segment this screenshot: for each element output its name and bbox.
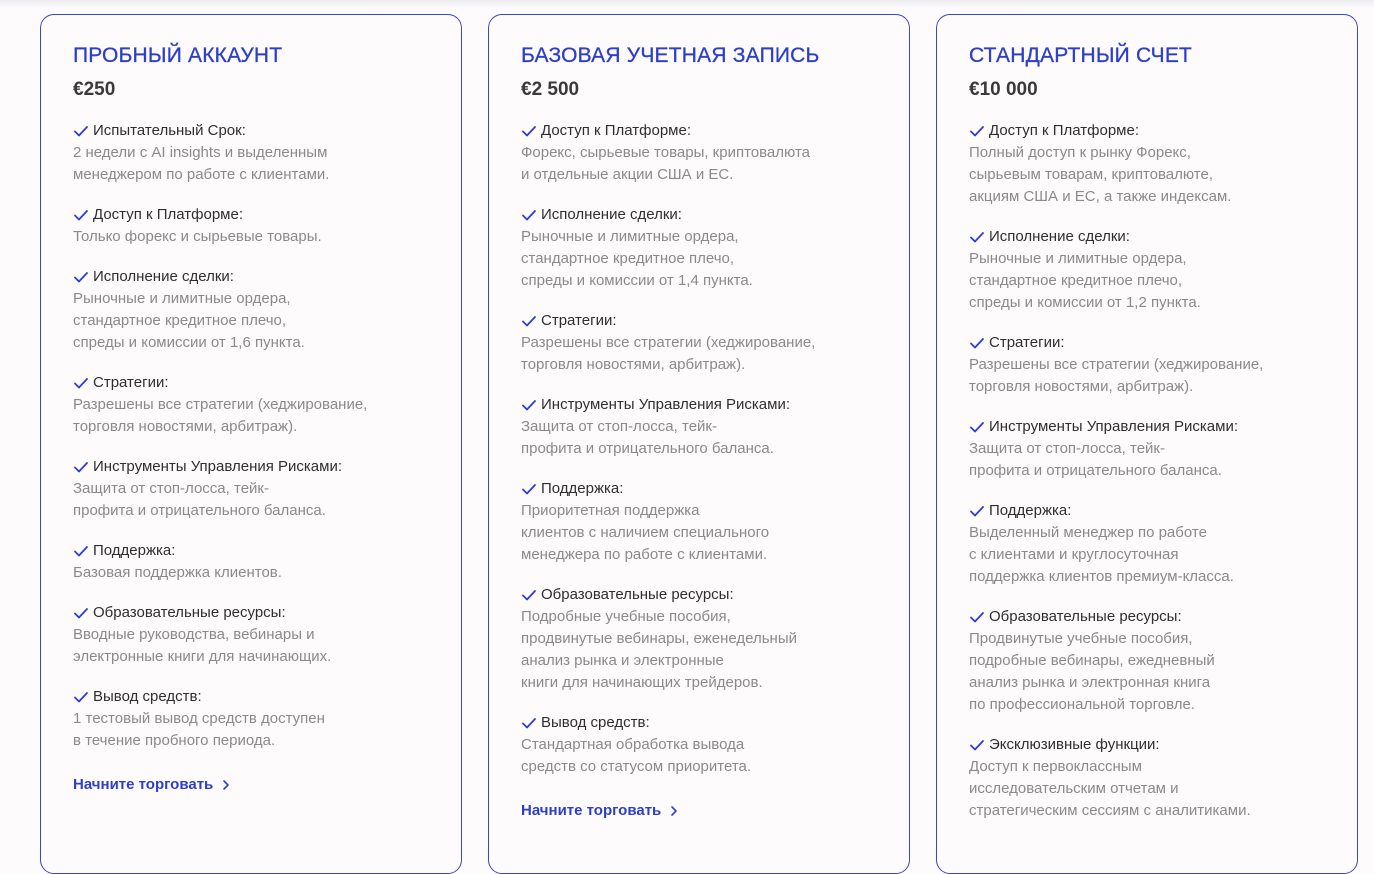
- check-icon: [73, 124, 89, 138]
- feature-heading: [969, 416, 1325, 438]
- check-icon: [521, 124, 537, 138]
- feature-item: [521, 712, 877, 778]
- feature-label: Исполнение сделки:: [541, 206, 682, 223]
- feature-description: 2 недели с AI insights и выделенным менеджером по работе с клиентами.: [73, 144, 330, 183]
- feature-label: Вывод средств:: [541, 714, 650, 731]
- feature-label: Инструменты Управления Рисками:: [989, 418, 1239, 435]
- feature-label: Вывод средств:: [93, 688, 202, 705]
- plan-title: ПРОБНЫЙ АККАУНТ: [73, 44, 283, 67]
- feature-label: Образовательные ресурсы:: [989, 608, 1182, 625]
- feature-description: Рыночные и лимитные ордера, стандартное кредитное плечо, спреды и комиссии от 1,4 пункта.: [521, 228, 753, 289]
- feature-description: Продвинутые учебные пособия, подробные вебинары, ежедневный анализ рынка и электронная книга по профессиональной торговле.: [969, 630, 1215, 713]
- feature-heading: [969, 332, 1325, 354]
- feature-heading: [73, 204, 429, 226]
- feature-description: Форекс, сырьевые товары, криптовалюта и отдельные акции США и ЕС.: [521, 144, 810, 183]
- feature-description: Доступ к первоклассным исследовательским отчетам и стратегическим сессиям с аналитиками.: [969, 758, 1251, 819]
- plan-price: €10 000: [969, 79, 1038, 100]
- feature-list: [521, 120, 877, 778]
- feature-heading: [73, 372, 429, 394]
- plan-card-basic: [488, 14, 910, 874]
- feature-description: Защита от стоп-лосса, тейк- профита и отрицательного баланса.: [73, 480, 326, 519]
- feature-item: [73, 266, 429, 354]
- check-icon: [521, 482, 537, 496]
- start-trading-label: Начните торговать: [521, 802, 662, 819]
- feature-description: Стандартная обработка вывода средств со статусом приоритета.: [521, 736, 752, 775]
- feature-item: [73, 372, 429, 438]
- feature-description: Подробные учебные пособия, продвинутые вебинары, еженедельный анализ рынка и электронные книги для начинающих трейдеров.: [521, 608, 798, 691]
- plan-title: БАЗОВАЯ УЧЕТНАЯ ЗАПИСЬ: [521, 44, 820, 67]
- feature-item: [969, 500, 1325, 588]
- check-icon: [73, 376, 89, 390]
- plan-card-trial: [40, 14, 462, 874]
- feature-label: Доступ к Платформе:: [541, 122, 691, 139]
- feature-item: [521, 204, 877, 292]
- check-icon: [521, 588, 537, 602]
- feature-item: [73, 602, 429, 668]
- feature-heading: [969, 500, 1325, 522]
- feature-item: [969, 416, 1325, 482]
- feature-label: Доступ к Платформе:: [989, 122, 1139, 139]
- feature-heading: [521, 584, 877, 606]
- check-icon: [73, 606, 89, 620]
- plan-price: €2 500: [521, 79, 580, 100]
- feature-item: [521, 584, 877, 694]
- check-icon: [969, 124, 985, 138]
- feature-label: Стратегии:: [541, 312, 617, 329]
- feature-description: Вводные руководства, вебинары и электронные книги для начинающих.: [73, 626, 332, 665]
- check-icon: [969, 504, 985, 518]
- feature-label: Инструменты Управления Рисками:: [93, 458, 343, 475]
- feature-label: Доступ к Платформе:: [93, 206, 243, 223]
- plan-price: €250: [73, 79, 116, 100]
- feature-heading: [521, 310, 877, 332]
- feature-label: Поддержка:: [93, 542, 176, 559]
- check-icon: [73, 270, 89, 284]
- check-icon: [521, 314, 537, 328]
- feature-heading: [521, 394, 877, 416]
- feature-heading: [969, 226, 1325, 248]
- feature-item: [969, 734, 1325, 822]
- feature-heading: [969, 120, 1325, 142]
- plan-card-standard: [936, 14, 1358, 874]
- feature-heading: [969, 734, 1325, 756]
- check-icon: [521, 716, 537, 730]
- check-icon: [521, 208, 537, 222]
- feature-description: Базовая поддержка клиентов.: [73, 564, 282, 581]
- feature-item: [521, 120, 877, 186]
- feature-label: Образовательные ресурсы:: [93, 604, 286, 621]
- feature-item: [73, 540, 429, 584]
- feature-item: [969, 332, 1325, 398]
- feature-item: [969, 606, 1325, 716]
- feature-label: Исполнение сделки:: [93, 268, 234, 285]
- feature-label: Стратегии:: [989, 334, 1065, 351]
- feature-label: Образовательные ресурсы:: [541, 586, 734, 603]
- feature-item: [521, 478, 877, 566]
- feature-heading: [73, 602, 429, 624]
- feature-heading: [73, 540, 429, 562]
- feature-description: Полный доступ к рынку Форекс, сырьевым товарам, криптовалюте, акциям США и ЕС, а также индексам.: [969, 144, 1232, 205]
- check-icon: [969, 336, 985, 350]
- feature-description: Приоритетная поддержка клиентов с наличием специального менеджера по работе с клиентами.: [521, 502, 770, 563]
- check-icon: [969, 738, 985, 752]
- feature-item: [73, 456, 429, 522]
- feature-description: Защита от стоп-лосса, тейк- профита и отрицательного баланса.: [521, 418, 774, 457]
- feature-heading: [521, 204, 877, 226]
- check-icon: [73, 460, 89, 474]
- check-icon: [73, 544, 89, 558]
- feature-heading: [969, 606, 1325, 628]
- start-trading-label: Начните торговать: [73, 776, 214, 793]
- feature-label: Эксклюзивные функции:: [989, 736, 1160, 753]
- feature-label: Поддержка:: [989, 502, 1072, 519]
- feature-label: Исполнение сделки:: [989, 228, 1130, 245]
- feature-item: [969, 226, 1325, 314]
- feature-heading: [521, 120, 877, 142]
- feature-label: Испытательный Срок:: [93, 122, 246, 139]
- feature-heading: [521, 712, 877, 734]
- feature-heading: [73, 120, 429, 142]
- check-icon: [969, 610, 985, 624]
- feature-description: Выделенный менеджер по работе с клиентами и круглосуточная поддержка клиентов премиум-класса.: [969, 524, 1234, 585]
- feature-description: Защита от стоп-лосса, тейк- профита и отрицательного баланса.: [969, 440, 1222, 479]
- feature-heading: [73, 456, 429, 478]
- feature-item: [969, 120, 1325, 208]
- feature-list: [969, 120, 1325, 822]
- feature-list: [73, 120, 429, 752]
- feature-item: [521, 310, 877, 376]
- feature-description: Только форекс и сырьевые товары.: [73, 228, 322, 245]
- check-icon: [521, 398, 537, 412]
- top-shadow: [0, 0, 1374, 8]
- feature-item: [521, 394, 877, 460]
- chevron-right-icon: [221, 779, 231, 791]
- check-icon: [73, 208, 89, 222]
- feature-description: Рыночные и лимитные ордера, стандартное кредитное плечо, спреды и комиссии от 1,6 пункта.: [73, 290, 305, 351]
- feature-label: Стратегии:: [93, 374, 169, 391]
- feature-heading: [521, 478, 877, 500]
- feature-heading: [73, 266, 429, 288]
- feature-description: Разрешены все стратегии (хеджирование, торговля новостями, арбитраж).: [969, 356, 1264, 395]
- feature-item: [73, 686, 429, 752]
- feature-item: [73, 204, 429, 248]
- start-trading-link[interactable]: [73, 776, 429, 793]
- feature-description: 1 тестовый вывод средств доступен в течение пробного периода.: [73, 710, 325, 749]
- check-icon: [73, 690, 89, 704]
- start-trading-link[interactable]: [521, 802, 877, 819]
- feature-label: Инструменты Управления Рисками:: [541, 396, 791, 413]
- check-icon: [969, 420, 985, 434]
- feature-description: Разрешены все стратегии (хеджирование, торговля новостями, арбитраж).: [73, 396, 368, 435]
- plan-title: СТАНДАРТНЫЙ СЧЕТ: [969, 44, 1193, 67]
- chevron-right-icon: [669, 805, 679, 817]
- feature-description: Разрешены все стратегии (хеджирование, торговля новостями, арбитраж).: [521, 334, 816, 373]
- feature-label: Поддержка:: [541, 480, 624, 497]
- feature-description: Рыночные и лимитные ордера, стандартное кредитное плечо, спреды и комиссии от 1,2 пункта.: [969, 250, 1201, 311]
- feature-item: [73, 120, 429, 186]
- feature-heading: [73, 686, 429, 708]
- check-icon: [969, 230, 985, 244]
